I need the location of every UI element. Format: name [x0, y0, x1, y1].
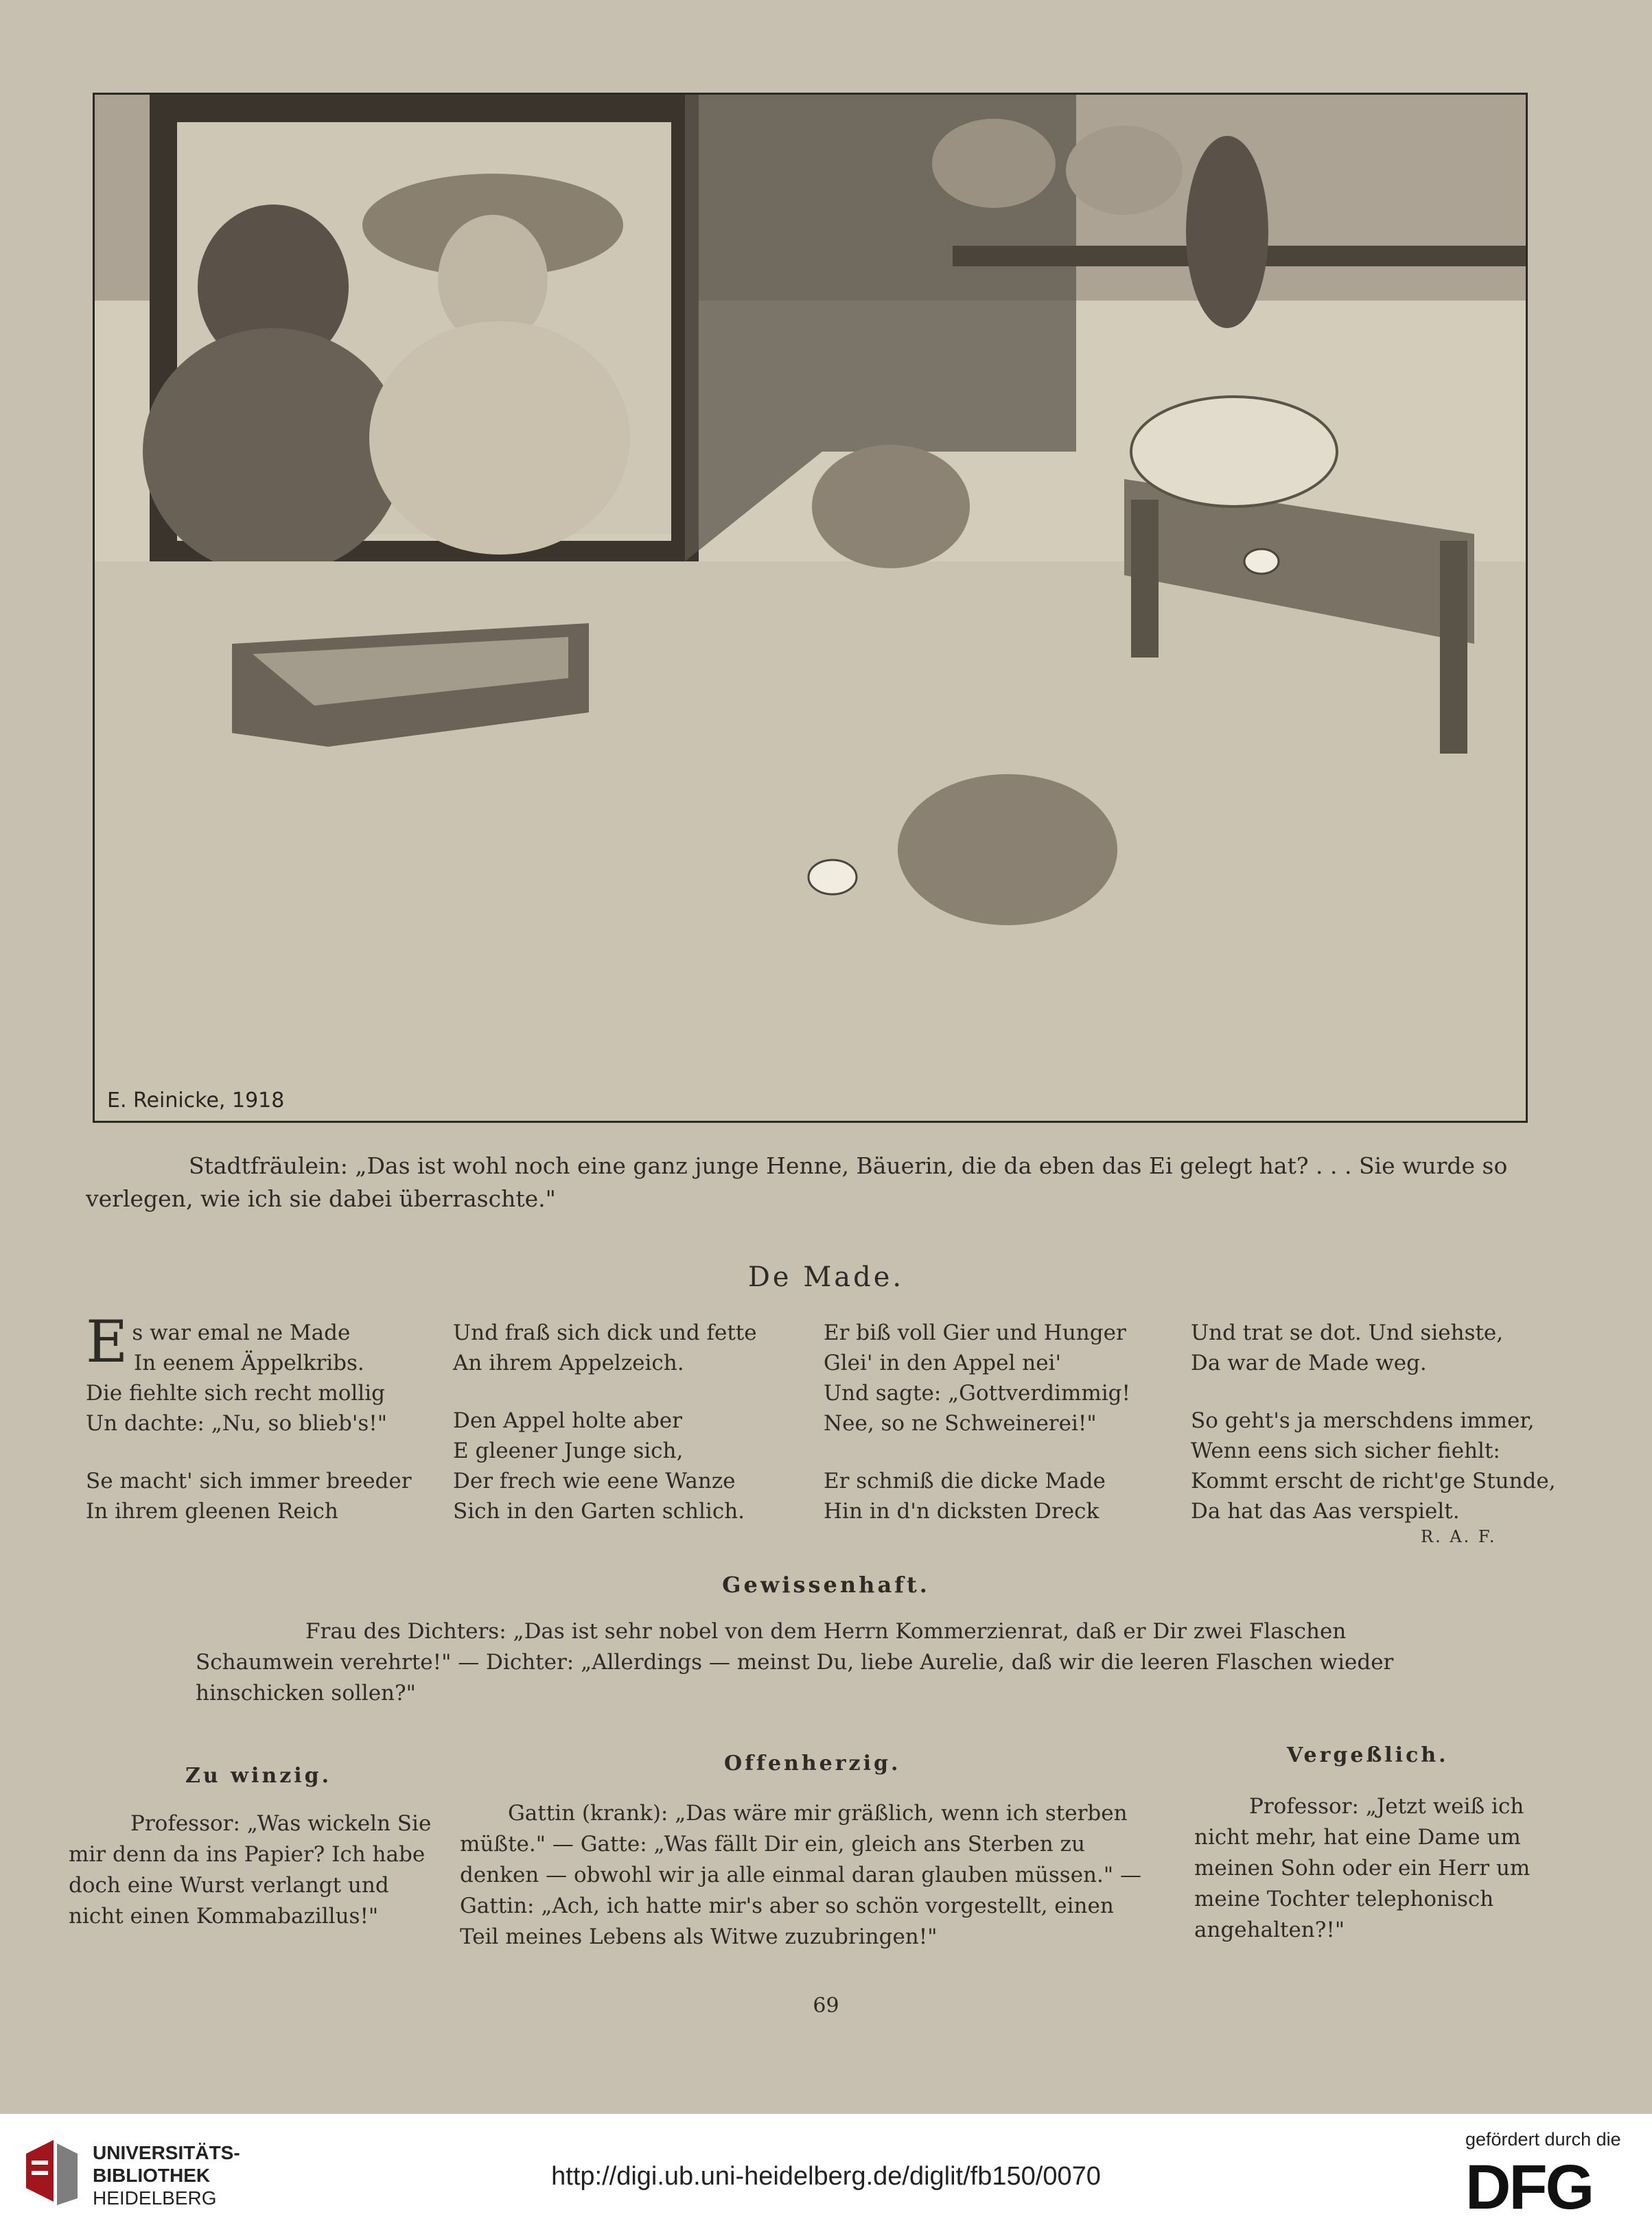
permalink-url[interactable]: http://digi.ub.uni-heidelberg.de/diglit/fb150/0070	[551, 2162, 1101, 2191]
zu-winzig-text: Professor: „Was wickeln Sie mir denn da ins Papier? Ich habe doch eine Wurst verlangt und nicht einen Kommabazillus!"	[69, 1811, 432, 1929]
poem-line: Un dachte: „Nu, so blieb's!"	[86, 1411, 387, 1436]
poem-line: Nee, so ne Schweinerei!"	[824, 1411, 1097, 1436]
poem-line: Er schmiß die dicke Made	[824, 1469, 1106, 1493]
poem-line: Sich in den Garten schlich.	[453, 1499, 745, 1524]
illustration-caption: Stadtfräulein: „Das ist wohl noch eine ganz junge Henne, Bäuerin, die da eben das Ei gelegt hat? . . . Sie wurde so verlegen, wie ich sie dabei überraschte."	[86, 1152, 1508, 1212]
illustration-henhouse	[93, 93, 1528, 1123]
poem-line: In ihrem gleenen Reich	[86, 1499, 338, 1524]
poem-author: R. A. F.	[1421, 1527, 1497, 1546]
dfg-logo: DFG	[1465, 2152, 1593, 2222]
poem-column-2	[453, 1318, 757, 1526]
page-number: 69	[813, 1994, 839, 2018]
library-line-3: HEIDELBERG	[93, 2187, 217, 2209]
poem-line: So geht's ja merschdens immer,	[1191, 1408, 1535, 1433]
poem-line: Die fiehlte sich recht mollig	[86, 1381, 385, 1406]
vergesslich-text: Professor: „Jetzt weiß ich nicht mehr, hat eine Dame um meinen Sohn oder ein Herr um meine Tochter telephonisch angehalten?!"	[1194, 1794, 1531, 1942]
offenherzig-text: Gattin (krank): „Das wäre mir gräßlich, wenn ich sterben müßte." — Gatte: „Was fällt Dir ein, gleich ans Sterben zu denken — obwohl wir ja alle einmal daran glauben müssen." — Gattin: „Ach, ich hatte mir's aber so schön vorgestellt, einen Teil meines Lebens als Witwe zuzubringen!"	[460, 1801, 1141, 1949]
poem-line: Der frech wie eene Wanze	[453, 1469, 736, 1493]
library-line-1: UNIVERSITÄTS-	[93, 2142, 240, 2163]
poem-line: Kommt erscht de richt'ge Stunde,	[1191, 1469, 1556, 1493]
poem-line: Und trat se dot. Und siehste,	[1191, 1320, 1504, 1345]
poem-line: Er biß voll Gier und Hunger	[824, 1320, 1126, 1345]
poem-line: s war emal ne Made	[132, 1320, 351, 1345]
poem-line: Den Appel holte aber	[453, 1408, 682, 1433]
poem-column-1	[86, 1308, 412, 1526]
illustration-drawing	[95, 95, 1526, 1121]
poem-title: De Made.	[747, 1261, 905, 1293]
vergesslich-title: Vergeßlich.	[1287, 1743, 1449, 1767]
poem-line: Da war de Made weg.	[1191, 1351, 1427, 1375]
funded-by-label: gefördert durch die	[1465, 2129, 1621, 2150]
poem-line: E gleener Junge sich,	[453, 1439, 684, 1463]
poem-line: Hin in d'n dicksten Dreck	[824, 1499, 1100, 1524]
poem-line: Und fraß sich dick und fette	[453, 1320, 757, 1345]
offenherzig-title: Offenherzig.	[724, 1752, 901, 1776]
poem-column-3	[824, 1318, 1130, 1526]
artist-signature: E. Reinicke, 1918	[107, 1089, 285, 1113]
poem-line: Da hat das Aas verspielt.	[1191, 1499, 1460, 1524]
viewer-footer	[0, 2114, 1652, 2234]
poem-dropcap: E	[86, 1308, 128, 1375]
poem-line: An ihrem Appelzeich.	[453, 1351, 684, 1375]
poem-line: Wenn eens sich sicher fiehlt:	[1191, 1439, 1500, 1463]
poem-line: Glei' in den Appel nei'	[824, 1351, 1061, 1375]
poem-line: In eenem Äppelkribs.	[134, 1351, 364, 1375]
gewissenhaft-text: Frau des Dichters: „Das ist sehr nobel von dem Herrn Kommerzienrat, daß er Dir zwei Flaschen Schaumwein verehrte!" — Dichter: „Allerdings — meinst Du, liebe Aurelie, daß wir die leeren Flaschen wieder hinschicken sollen?"	[196, 1619, 1394, 1706]
poem-column-4	[1191, 1318, 1556, 1526]
gewissenhaft-title: Gewissenhaft.	[722, 1572, 930, 1598]
zu-winzig-title: Zu winzig.	[185, 1764, 332, 1788]
library-line-2: BIBLIOTHEK	[93, 2165, 211, 2186]
poem-line: Se macht' sich immer breeder	[86, 1469, 412, 1493]
poem-line: Und sagte: „Gottverdimmig!	[824, 1381, 1130, 1406]
